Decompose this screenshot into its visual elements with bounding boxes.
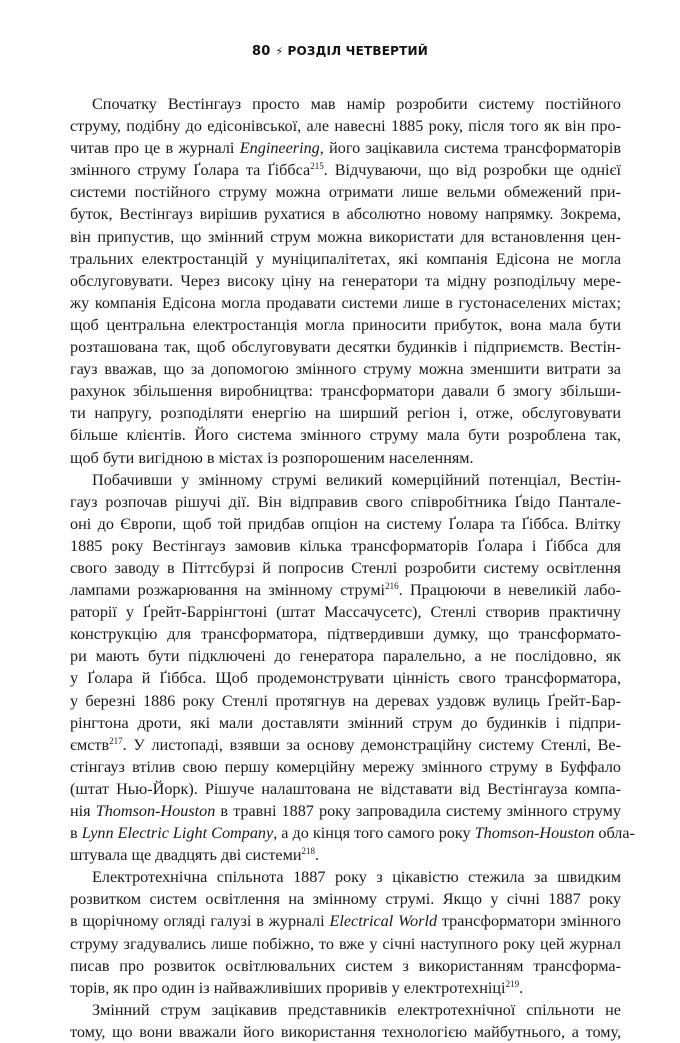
footnote-ref: 216 <box>385 581 399 592</box>
text-run: . Працюючи в невеликій лабо- <box>398 581 621 600</box>
text-run: у Ґолара й Ґіббса. Щоб продемонструвати цінність свого трансформатора, <box>70 669 621 688</box>
italic-title: Engineering <box>239 139 320 158</box>
text-line <box>70 226 621 248</box>
text-run: 1885 року Вестінгауз замовив кілька трансформаторів Ґолара і Ґіббса для <box>70 536 621 555</box>
text-run: системи постійного струму можна отримати лише вельми обмежений при- <box>70 183 621 202</box>
text-line <box>70 667 621 689</box>
text-line <box>70 402 621 424</box>
text-run: раторії у Ґрейт-Баррінгтоні (штат Массачусетс), Стенлі створив практичну <box>70 603 621 622</box>
text-line <box>70 977 621 999</box>
text-line <box>70 115 621 137</box>
chapter-title: РОЗДІЛ ЧЕТВЕРТИЙ <box>287 44 428 58</box>
text-run: гауз вважав, що за допомогою змінного струму можна зменшити витрати за <box>70 360 621 379</box>
text-line <box>70 557 621 579</box>
text-line <box>70 358 621 380</box>
text-run: Змінний струм зацікавив представників електротехнічної спільноти не <box>92 1000 621 1019</box>
text-line <box>70 712 621 734</box>
text-run: нія <box>70 802 96 820</box>
text-line <box>70 623 621 645</box>
text-line <box>70 844 621 866</box>
text-line <box>70 888 621 910</box>
text-line <box>70 181 621 203</box>
text-line <box>70 336 621 358</box>
text-run: (штат Нью-Йорк). Рішуче налаштована не відставати від Вестінгауза компа- <box>70 779 621 798</box>
italic-title: Thomson-Houston <box>474 824 595 843</box>
text-run: конструкцію для трансформатора, підтвердивши думку, що трансформато- <box>70 625 621 644</box>
text-run: змінного струму Ґолара та Ґіббса <box>70 161 311 180</box>
text-line <box>70 933 621 955</box>
text-line <box>70 93 621 115</box>
text-line <box>70 1021 621 1043</box>
text-line <box>70 447 621 469</box>
text-line <box>70 314 621 336</box>
text-run: оні до Європи, щоб той придбав опціон на систему Ґолара та Ґіббса. Влітку <box>70 514 621 533</box>
body-text <box>70 93 635 1043</box>
text-run: читав про це в журналі <box>70 139 240 158</box>
text-run: більше клієнтів. Його система змінного струму мала бути розроблена так, <box>70 426 621 445</box>
text-run: в щорічному огляді галузі в журналі <box>70 912 330 931</box>
text-run: гауз розпочав рішучі дії. Він відправив свого співробітника Ґвідо Пантале- <box>70 492 621 511</box>
text-run: ри мають бути підключені до генератора паралельно, а не послідовно, як <box>70 647 621 666</box>
text-line <box>70 248 621 270</box>
text-run: ємств <box>70 735 110 754</box>
text-run: . <box>519 978 524 997</box>
text-line <box>70 822 635 844</box>
text-run: жу компанія Едісона могла продавати системи лише в густонаселених містах; <box>70 293 621 312</box>
text-line <box>70 292 621 314</box>
text-run: , а до кінця того самого року <box>273 824 475 843</box>
text-line <box>70 778 621 800</box>
footnote-ref: 217 <box>109 735 123 746</box>
text-run: , його зацікавила система трансформаторів <box>319 139 621 158</box>
text-run: Електротехнічна спільнота 1887 року з цікавістю стежила за швидким <box>92 868 621 887</box>
text-run: тому, що вони вважали його використання технологією майбутнього, а тому, <box>70 1022 621 1041</box>
text-run: розташована так, щоб обслуговувати десятки будинків і підприємств. Вестін- <box>70 338 621 357</box>
page-number: 80 <box>252 44 271 59</box>
text-run: обслуговувати. Через високу ціну на генератори та мідну розподільчу мере- <box>70 271 621 290</box>
text-run: в <box>70 824 82 843</box>
text-run: він припустив, що змінний струм можна використати для встановлення цен- <box>70 227 621 246</box>
text-run: Побачивши у змінному струмі великий комерційний потенціал, Вестін- <box>92 470 621 489</box>
footnote-ref: 218 <box>301 846 316 857</box>
text-run: буток, Вестінгауз вирішив рухатися в абсолютно новому напрямку. Зокрема, <box>70 205 621 224</box>
text-line <box>70 535 621 557</box>
text-run: . <box>315 846 320 865</box>
text-line <box>70 579 621 601</box>
text-line <box>70 469 621 491</box>
text-run: струму, подібну до едісонівської, але навесні 1885 року, після того як він про- <box>70 117 621 136</box>
text-run: . У листопаді, взявши за основу демонстраційну систему Стенлі, Ве- <box>122 735 621 754</box>
text-run: щоб центральна електростанція могла приносити прибуток, вона мала бути <box>70 315 621 334</box>
text-line <box>70 756 621 778</box>
text-line <box>70 866 621 888</box>
text-line <box>70 999 621 1021</box>
text-line <box>70 159 621 181</box>
text-run: в травні 1887 року запровадила систему змінного струму <box>215 802 622 820</box>
text-run: трансформатори змінного <box>437 912 622 931</box>
text-run: . Відчуваючи, що від розробки ще однієї <box>323 161 621 180</box>
text-line <box>70 690 621 712</box>
text-line <box>70 203 621 225</box>
text-run: тральних електростанцій у муніципалітетах, які компанія Едісона не могла <box>70 249 621 268</box>
text-line <box>70 645 621 667</box>
text-run: стінгауз втілив свою першу комерційну мережу змінного струму в Буффало <box>70 757 621 776</box>
text-line <box>70 601 621 623</box>
text-run: розвитком систем освітлення на змінному струмі. Якщо у січні 1887 року <box>70 890 621 909</box>
text-line <box>70 491 621 513</box>
text-run: свого заводу в Піттсбурзі й попросив Стенлі розробити систему освітлення <box>70 558 621 577</box>
text-run: писав про розвиток освітлювальних систем з використанням трансформа- <box>70 956 621 975</box>
text-line <box>70 380 621 402</box>
text-run: щоб бути вигідною в містах із розпорошеним населенням. <box>70 448 474 467</box>
text-run: штувала ще двадцять дві системи <box>70 846 302 865</box>
text-run: рінгтона дроти, які мали доставляти змінний струм до будинків і підпри- <box>70 713 621 732</box>
text-run: струму згадувались лише побіжно, то вже у січні наступного року цей журнал <box>70 934 621 953</box>
text-run: ти напругу, розподіляти енергію на ширший регіон і, отже, обслуговувати <box>70 404 621 423</box>
text-run: Спочатку Вестінгауз просто мав намір розробити систему постійного <box>92 95 621 113</box>
footnote-ref: 215 <box>310 161 324 172</box>
text-line <box>70 270 621 292</box>
text-run: рахунок збільшення виробництва: трансформатори давали б змогу збільши- <box>70 382 621 401</box>
text-line <box>70 800 621 822</box>
text-line <box>70 513 621 535</box>
text-run: лампами розжарювання на змінному струмі <box>70 581 386 600</box>
italic-title: Electrical World <box>329 912 438 931</box>
text-line <box>70 734 621 756</box>
text-run: торів, як про один із найважливіших проривів у електротехніці <box>70 978 506 997</box>
text-run: у березні 1886 року Стенлі протягнув на деревах уздовж вулиць Ґрейт-Бар- <box>70 691 621 710</box>
footnote-ref: 219 <box>505 978 520 989</box>
italic-title: Thomson-Houston <box>95 802 216 820</box>
text-run: обла- <box>594 824 635 843</box>
italic-title: Lynn Electric Light Company <box>81 824 274 843</box>
text-line <box>70 137 621 159</box>
text-line <box>70 424 621 446</box>
text-line <box>70 910 621 932</box>
text-line <box>70 955 621 977</box>
lightning-bolt-icon: ⚡ <box>275 45 284 58</box>
running-header <box>0 44 680 59</box>
